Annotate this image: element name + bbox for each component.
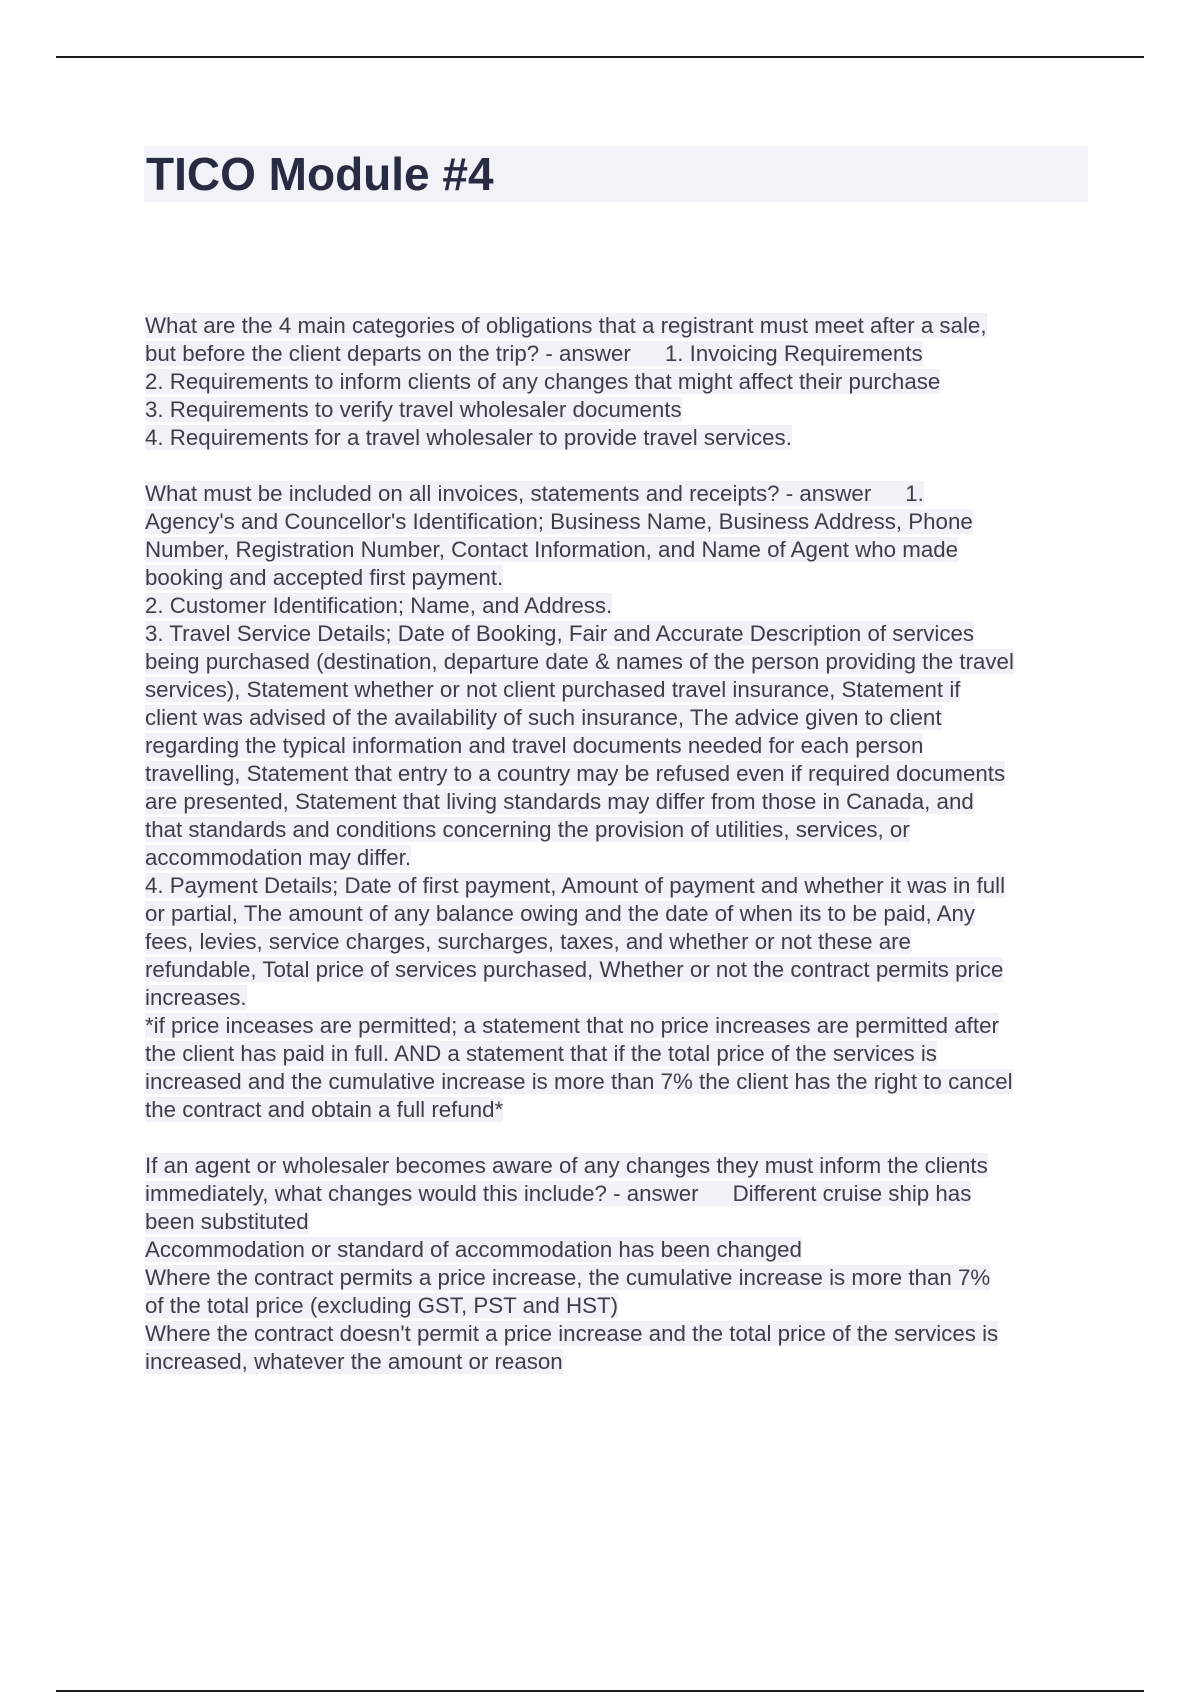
- text-line-content: refundable, Total price of services purchased, Whether or not the contract permits price: [145, 957, 1004, 982]
- text-line-content: Accommodation or standard of accommodation has been changed: [145, 1237, 802, 1262]
- text-line: [145, 984, 1090, 1012]
- text-line-content: Number, Registration Number, Contact Information, and Name of Agent who made: [145, 537, 959, 562]
- text-line: [145, 704, 1090, 732]
- text-line-content: or partial, The amount of any balance owing and the date of when its to be paid, Any: [145, 901, 976, 926]
- text-line: [145, 1180, 1090, 1208]
- text-line: [145, 844, 1090, 872]
- text-line: [145, 928, 1090, 956]
- text-line-content: If an agent or wholesaler becomes aware of any changes they must inform the clients: [145, 1153, 988, 1178]
- question-tail: immediately, what changes would this include? - answer: [145, 1181, 699, 1206]
- answer-start: 1.: [905, 481, 924, 506]
- text-line-content: booking and accepted first payment.: [145, 565, 504, 590]
- text-line-content: increased, whatever the amount or reason: [145, 1349, 563, 1374]
- text-line-content: 4. Requirements for a travel wholesaler to provide travel services.: [145, 425, 792, 450]
- text-line-content: 3. Travel Service Details; Date of Booking, Fair and Accurate Description of services: [145, 621, 975, 646]
- page-title: TICO Module #4: [146, 148, 494, 200]
- answer-start: 1. Invoicing Requirements: [664, 341, 923, 366]
- text-line-content: increased and the cumulative increase is more than 7% the client has the right to cancel: [145, 1069, 1013, 1094]
- text-line-content: Where the contract permits a price increase, the cumulative increase is more than 7%: [145, 1265, 991, 1290]
- text-line-content: travelling, Statement that entry to a country may be refused even if required documents: [145, 761, 1006, 786]
- text-line: [145, 1320, 1090, 1348]
- text-line-content: fees, levies, service charges, surcharges, taxes, and whether or not these are: [145, 929, 911, 954]
- text-line: [145, 676, 1090, 704]
- text-line: [145, 1040, 1090, 1068]
- text-line: [145, 1096, 1090, 1124]
- text-line: [145, 816, 1090, 844]
- question-tail: but before the client departs on the trip? - answer: [145, 341, 631, 366]
- text-line-content: [145, 481, 924, 506]
- text-line: [145, 1264, 1090, 1292]
- text-line-content: that standards and conditions concerning the provision of utilities, services, or: [145, 817, 910, 842]
- text-line-content: accommodation may differ.: [145, 845, 412, 870]
- top-rule: [56, 56, 1144, 58]
- text-line-content: 4. Payment Details; Date of first payment, Amount of payment and whether it was in full: [145, 873, 1006, 898]
- text-line: [145, 564, 1090, 592]
- text-line: [145, 1348, 1090, 1376]
- text-line-content: Agency's and Councellor's Identification; Business Name, Business Address, Phone: [145, 509, 973, 534]
- qa-block: [145, 312, 1090, 452]
- text-line-content: increases.: [145, 985, 247, 1010]
- text-line: [145, 620, 1090, 648]
- qa-block: [145, 480, 1090, 1124]
- text-line: [145, 648, 1090, 676]
- qa-block: [145, 1152, 1090, 1376]
- text-line: [145, 732, 1090, 760]
- text-line: [145, 312, 1090, 340]
- text-line: [145, 1236, 1090, 1264]
- text-line: [145, 900, 1090, 928]
- text-line-content: of the total price (excluding GST, PST and HST): [145, 1293, 618, 1318]
- text-line-content: being purchased (destination, departure date & names of the person providing the travel: [145, 649, 1014, 674]
- text-line: [145, 1068, 1090, 1096]
- text-line: [145, 424, 1090, 452]
- text-line: [145, 1292, 1090, 1320]
- text-line-content: been substituted: [145, 1209, 309, 1234]
- text-line-content: are presented, Statement that living standards may differ from those in Canada, and: [145, 789, 974, 814]
- text-line: [145, 872, 1090, 900]
- bottom-rule: [56, 1690, 1144, 1692]
- text-line: [145, 788, 1090, 816]
- text-line-content: 3. Requirements to verify travel wholesaler documents: [145, 397, 682, 422]
- text-line-content: *if price inceases are permitted; a statement that no price increases are permitted after: [145, 1013, 999, 1038]
- text-line-content: 2. Customer Identification; Name, and Address.: [145, 593, 613, 618]
- text-line-content: [145, 1181, 971, 1206]
- text-line: [145, 1208, 1090, 1236]
- text-line: [145, 508, 1090, 536]
- text-line-content: [145, 341, 923, 366]
- text-line-content: 2. Requirements to inform clients of any changes that might affect their purchase: [145, 369, 941, 394]
- text-line: [145, 536, 1090, 564]
- text-line: [145, 760, 1090, 788]
- text-line-content: the contract and obtain a full refund*: [145, 1097, 504, 1122]
- text-line: [145, 1012, 1090, 1040]
- text-line-content: Where the contract doesn't permit a price increase and the total price of the services is: [145, 1321, 999, 1346]
- answer-start: Different cruise ship has: [732, 1181, 972, 1206]
- question-tail: What must be included on all invoices, statements and receipts? - answer: [145, 481, 872, 506]
- text-line-content: services), Statement whether or not client purchased travel insurance, Statement if: [145, 677, 961, 702]
- text-line-content: the client has paid in full. AND a statement that if the total price of the services is: [145, 1041, 937, 1066]
- document-body: [145, 312, 1090, 1404]
- text-line-content: regarding the typical information and travel documents needed for each person: [145, 733, 924, 758]
- text-line: [145, 396, 1090, 424]
- text-line: [145, 1152, 1090, 1180]
- text-line-content: What are the 4 main categories of obligations that a registrant must meet after a sale,: [145, 313, 987, 338]
- text-line: [145, 956, 1090, 984]
- text-line: [145, 340, 1090, 368]
- text-line-content: client was advised of the availability of such insurance, The advice given to client: [145, 705, 942, 730]
- text-line: [145, 368, 1090, 396]
- text-line: [145, 480, 1090, 508]
- text-line: [145, 592, 1090, 620]
